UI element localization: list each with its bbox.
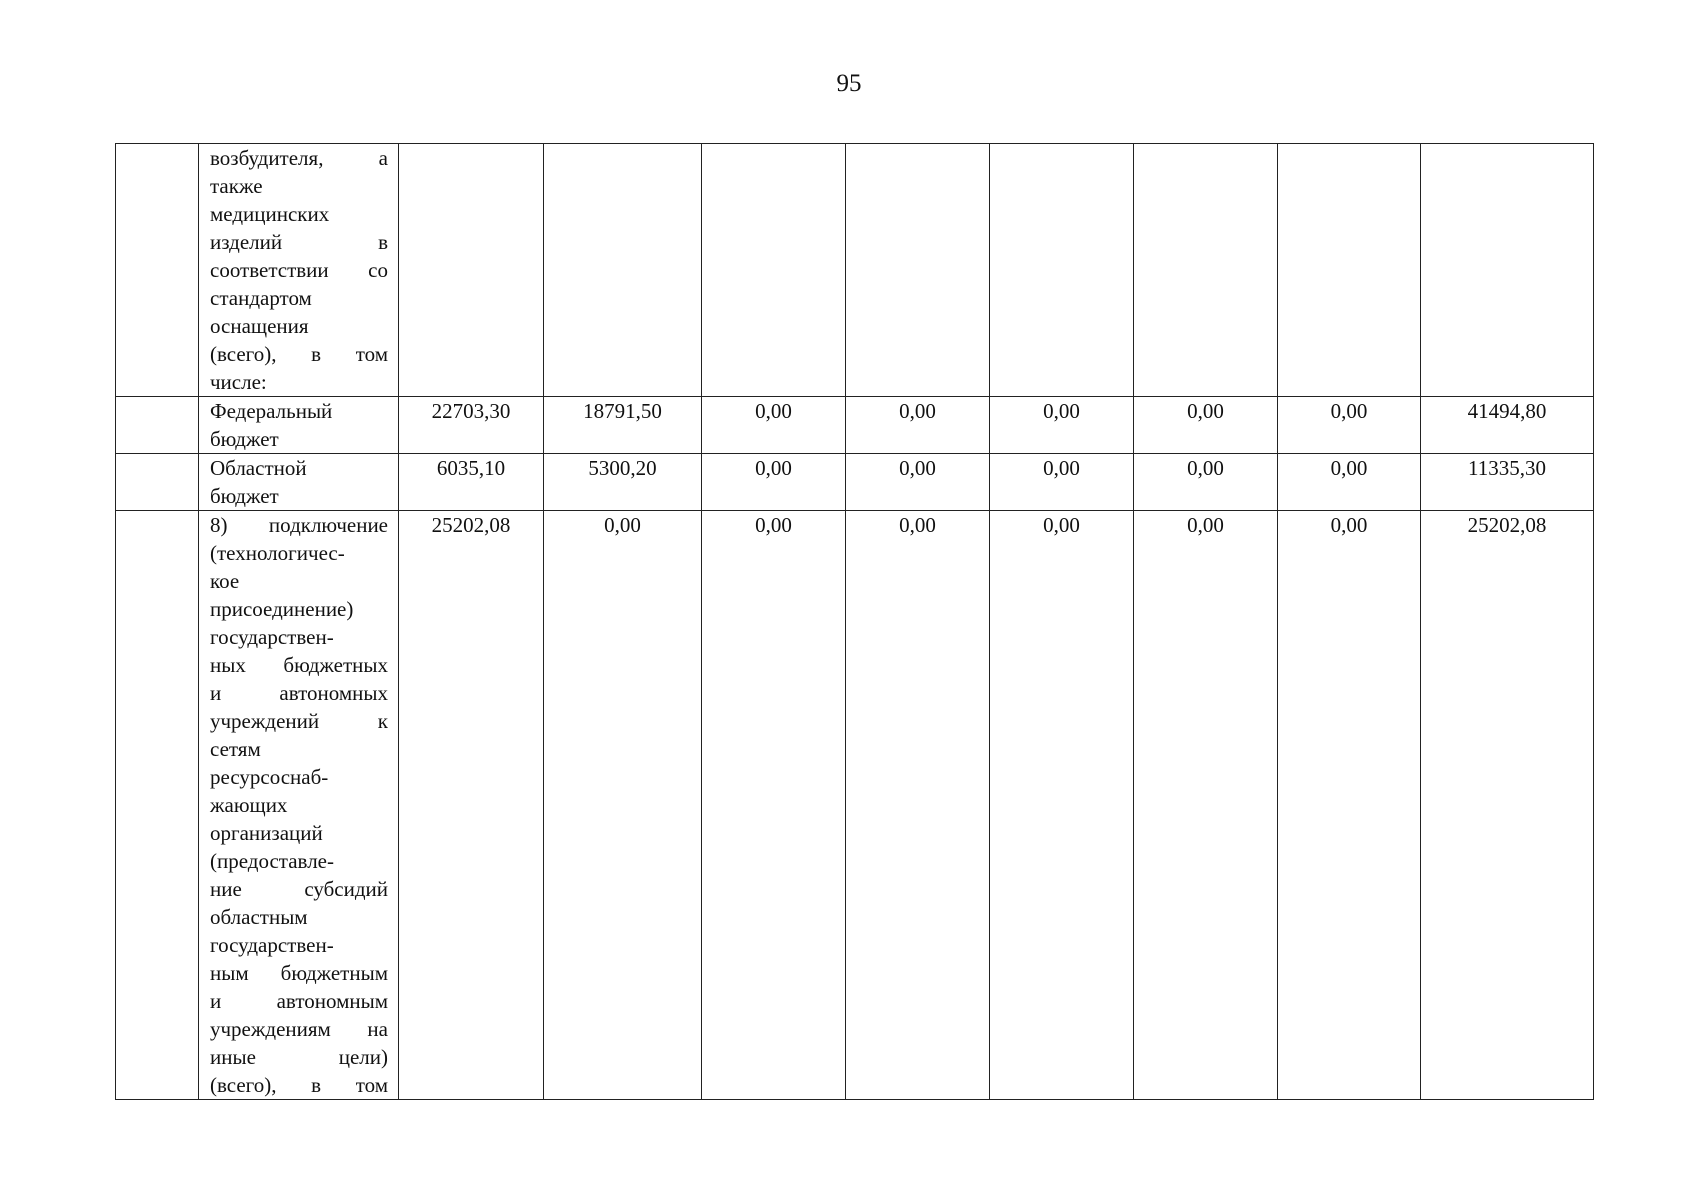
table-body [116,144,1594,1100]
value-cell: 0,00 [846,397,990,454]
row-description-cell [199,144,399,397]
value-cell: 18791,50 [544,397,702,454]
table-row [116,144,1594,397]
description-line: кое [210,569,240,593]
description-line: ным бюджетным [210,961,388,985]
value-cell [1421,144,1594,397]
value-cell [399,144,544,397]
description-line: стандартом [210,286,312,310]
row-number-cell [116,397,199,454]
value-cell: 0,00 [702,397,846,454]
description-line: ние субсидий [210,877,388,901]
value-cell: 25202,08 [399,511,544,1100]
value-cell: 6035,10 [399,454,544,511]
value-cell [544,144,702,397]
description-line: Областной [210,456,307,480]
description-line: Федеральный [210,399,333,423]
description-line: сетям [210,737,261,761]
table-row [116,397,1594,454]
value-cell [1134,144,1278,397]
description-line: бюджет [210,427,279,451]
value-cell [1278,144,1421,397]
value-cell: 0,00 [1278,397,1421,454]
row-number-cell [116,511,199,1100]
budget-table [115,143,1594,1100]
value-cell: 25202,08 [1421,511,1594,1100]
row-number-cell [116,454,199,511]
row-description-cell [199,397,399,454]
description-line: оснащения [210,314,309,338]
value-cell: 5300,20 [544,454,702,511]
description-line: числе: [210,370,267,394]
description-line: государствен- [210,933,334,957]
description-line: организаций [210,821,323,845]
value-cell [702,144,846,397]
description-line: учреждениям на [210,1017,388,1041]
description-line: 8) подключение [210,513,388,537]
description-line: ресурсоснаб- [210,765,329,789]
value-cell: 41494,80 [1421,397,1594,454]
description-line: жающих [210,793,288,817]
page-number: 95 [836,70,862,97]
value-cell: 0,00 [990,511,1134,1100]
value-cell: 0,00 [990,397,1134,454]
value-cell: 0,00 [1278,511,1421,1100]
description-line: изделий в [210,230,388,254]
value-cell: 0,00 [702,511,846,1100]
description-line: (предоставле- [210,849,334,873]
description-line: областным [210,905,308,929]
table-row [116,454,1594,511]
description-line: также [210,174,263,198]
value-cell: 0,00 [846,511,990,1100]
value-cell: 0,00 [1134,397,1278,454]
description-line: иные цели) [210,1045,388,1069]
description-line: соответствии со [210,258,388,282]
description-line: бюджет [210,484,279,508]
value-cell: 0,00 [990,454,1134,511]
description-line: (технологичес- [210,541,345,565]
description-line: учреждений к [210,709,388,733]
value-cell: 22703,30 [399,397,544,454]
description-line: (всего), в том [210,342,388,366]
row-number-cell [116,144,199,397]
description-line: медицинских [210,202,330,226]
value-cell: 0,00 [544,511,702,1100]
description-line: присоединение) [210,597,354,621]
description-line: (всего), в том [210,1073,388,1097]
description-line: возбудителя, а [210,146,388,170]
value-cell [846,144,990,397]
value-cell: 0,00 [1134,454,1278,511]
value-cell: 11335,30 [1421,454,1594,511]
value-cell [990,144,1134,397]
description-line: и автономных [210,681,388,705]
value-cell: 0,00 [702,454,846,511]
description-line: ных бюджетных [210,653,388,677]
description-line: государствен- [210,625,334,649]
description-line: и автономным [210,989,388,1013]
table-row [116,511,1594,1100]
value-cell: 0,00 [1278,454,1421,511]
value-cell: 0,00 [1134,511,1278,1100]
row-description-cell [199,511,399,1100]
value-cell: 0,00 [846,454,990,511]
row-description-cell [199,454,399,511]
